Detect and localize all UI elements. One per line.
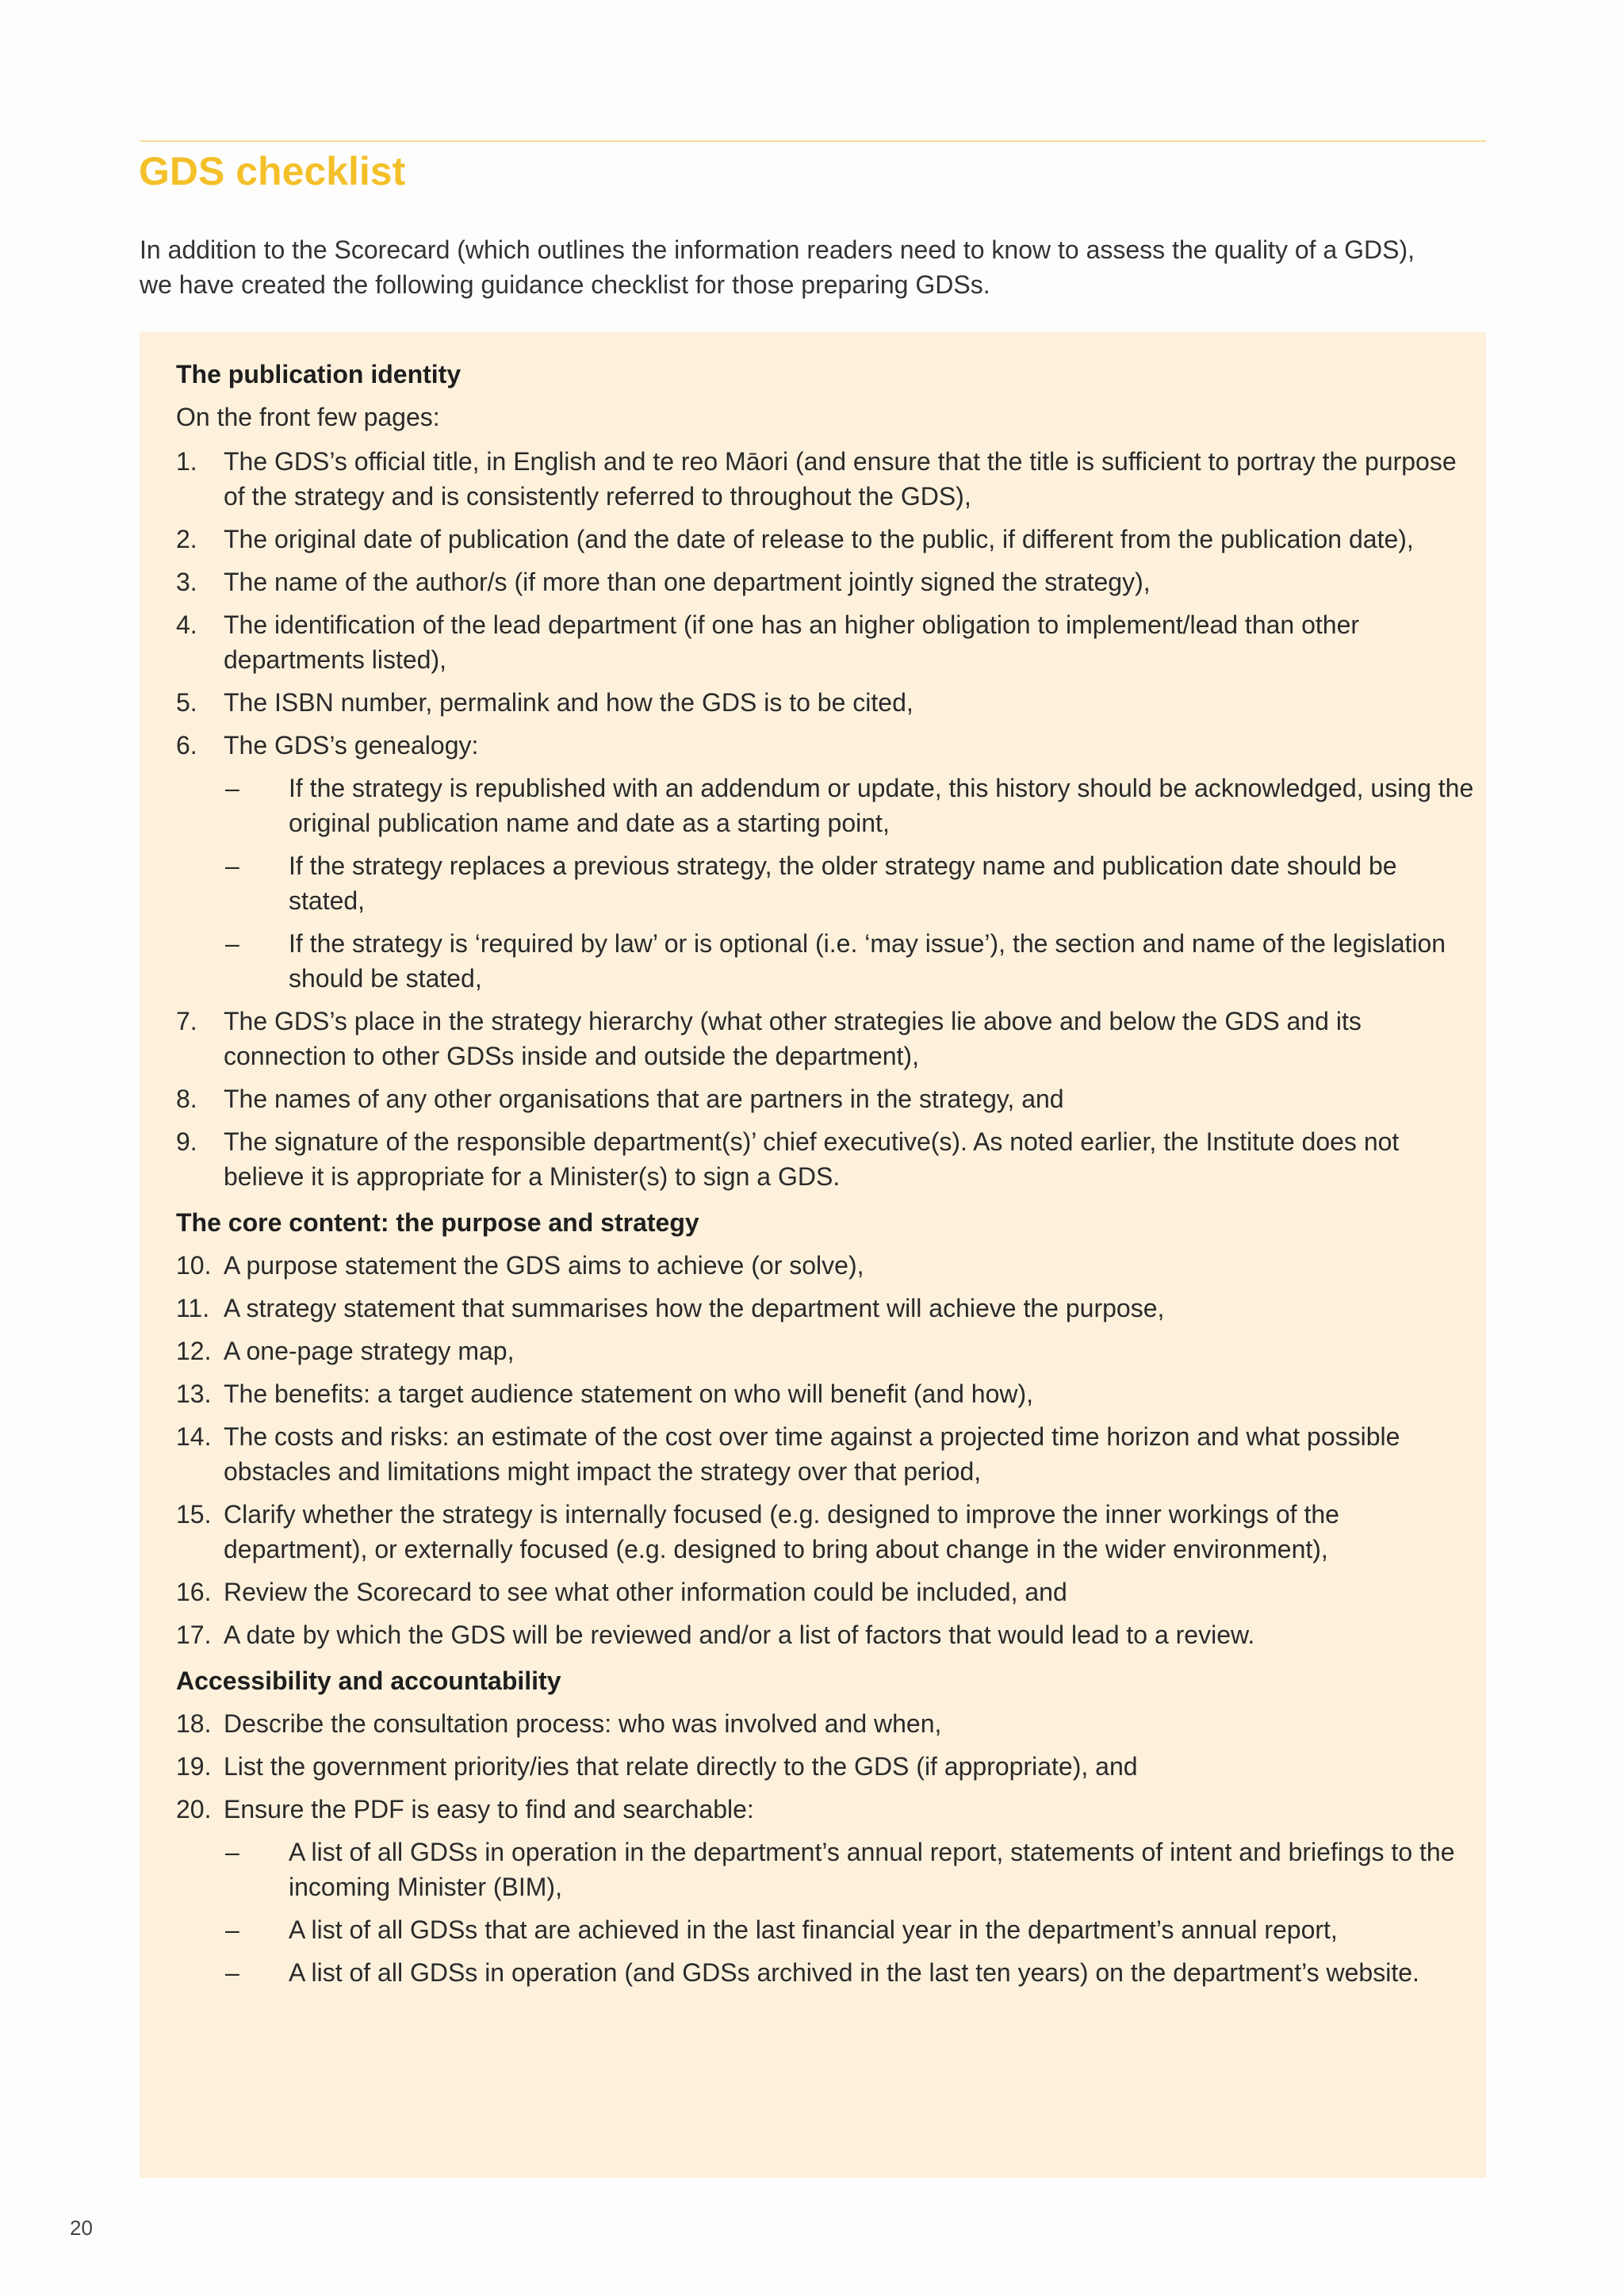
sub-item: [176, 771, 1477, 840]
checklist-item: [176, 564, 1477, 599]
item-text: The costs and risks: an estimate of the cost over time against a projected time horizon and what possible obstacles and limitations might impact the strategy over that period,: [224, 1422, 1400, 1486]
checklist-item: [176, 1248, 1477, 1283]
checklist-item: [176, 1419, 1477, 1489]
dash-bullet: –: [225, 1915, 239, 1944]
sub-item: [176, 848, 1477, 918]
checklist-item: [176, 1497, 1477, 1567]
item-text: List the government priority/ies that relate directly to the GDS (if appropriate), and: [224, 1752, 1138, 1781]
item-text: The signature of the responsible department(s)’ chief executive(s). As noted earlier, the Institute does not believe it is appropriate for a Minister(s) to sign a GDS.: [224, 1127, 1400, 1191]
item-number: 9.: [176, 1127, 197, 1156]
dash-bullet: –: [225, 929, 239, 958]
item-number: 13.: [176, 1380, 212, 1408]
item-number: 18.: [176, 1709, 212, 1738]
item-number: 2.: [176, 525, 197, 553]
checklist-item: [176, 1334, 1477, 1368]
item-text: The benefits: a target audience statement on who will benefit (and how),: [224, 1380, 1034, 1408]
checklist-content: [176, 357, 1477, 1998]
section-heading: The core content: the purpose and strategy: [176, 1208, 699, 1237]
item-number: 12.: [176, 1337, 212, 1365]
item-text: The GDS’s official title, in English and te reo Māori (and ensure that the title is sufficient to portray the purpose of the strategy and is consistently referred to throughout the GDS),: [224, 447, 1457, 511]
item-number: 11.: [176, 1294, 210, 1322]
checklist-item: [176, 1081, 1477, 1116]
sub-item: [176, 1835, 1477, 1904]
item-number: 14.: [176, 1422, 212, 1451]
item-number: 6.: [176, 731, 197, 760]
sub-item: [176, 1955, 1477, 1990]
item-text: Clarify whether the strategy is internally focused (e.g. designed to improve the inner workings of the department), or externally focused (e.g. designed to bring about change in the wider environment),: [224, 1500, 1339, 1563]
item-number: 4.: [176, 610, 197, 639]
section-heading: The publication identity: [176, 360, 462, 388]
item-number: 20.: [176, 1795, 212, 1823]
item-number: 5.: [176, 688, 197, 717]
sub-item-text: If the strategy is republished with an addendum or update, this history should be acknowledged, using the original publication name and date as a starting point,: [289, 774, 1474, 837]
item-text: The GDS’s place in the strategy hierarchy (what other strategies lie above and below the GDS and its connection to other GDSs inside and outside the department),: [224, 1007, 1362, 1070]
item-text: The name of the author/s (if more than one department jointly signed the strategy),: [224, 568, 1151, 596]
checklist-item: [176, 1004, 1477, 1073]
sub-item-text: If the strategy replaces a previous strategy, the older strategy name and publication date should be stated,: [289, 851, 1397, 915]
checklist-item: [176, 1376, 1477, 1411]
section-heading: Accessibility and accountability: [176, 1667, 561, 1695]
item-text: Review the Scorecard to see what other information could be included, and: [224, 1578, 1067, 1606]
item-text: The identification of the lead department (if one has an higher obligation to implement/lead than other departments listed),: [224, 610, 1360, 674]
sub-item-text: A list of all GDSs that are achieved in the last financial year in the department’s annual report,: [289, 1915, 1338, 1944]
item-number: 1.: [176, 447, 197, 476]
sub-item: [176, 1912, 1477, 1947]
item-text: A date by which the GDS will be reviewed and/or a list of factors that would lead to a review.: [224, 1621, 1255, 1649]
item-number: 10.: [176, 1251, 212, 1280]
sub-item-text: If the strategy is ‘required by law’ or is optional (i.e. ‘may issue’), the section and name of the legislation should be stated,: [289, 929, 1446, 993]
dash-bullet: –: [225, 1958, 239, 1987]
sub-item-text: A list of all GDSs in operation in the department’s annual report, statements of intent and briefings to the incoming Minister (BIM),: [289, 1838, 1455, 1901]
item-text: The names of any other organisations that are partners in the strategy, and: [224, 1085, 1064, 1113]
sub-item: [176, 926, 1477, 996]
page-title: GDS checklist: [139, 149, 406, 193]
checklist-item: [176, 1749, 1477, 1784]
checklist-item: [176, 1792, 1477, 1827]
item-number: 17.: [176, 1621, 212, 1649]
checklist-item: [176, 1291, 1477, 1326]
checklist-item: [176, 522, 1477, 557]
checklist-item: [176, 1617, 1477, 1652]
checklist-item: [176, 1124, 1477, 1194]
item-number: 8.: [176, 1085, 197, 1113]
item-text: A strategy statement that summarises how the department will achieve the purpose,: [224, 1294, 1165, 1322]
intro-paragraph: In addition to the Scorecard (which outlines the information readers need to know to assess the quality of a GDS), we have created the following guidance checklist for those preparing GDSs.: [140, 235, 1415, 299]
item-number: 15.: [176, 1500, 212, 1529]
dash-bullet: –: [225, 774, 239, 802]
checklist-item: [176, 607, 1477, 677]
item-text: A purpose statement the GDS aims to achieve (or solve),: [224, 1251, 864, 1280]
header-rule: [140, 140, 1486, 142]
item-text: Describe the consultation process: who was involved and when,: [224, 1709, 942, 1738]
dash-bullet: –: [225, 1838, 239, 1866]
item-number: 16.: [176, 1578, 212, 1606]
checklist-item: [176, 728, 1477, 763]
sub-item-text: A list of all GDSs in operation (and GDSs archived in the last ten years) on the department’s website.: [289, 1958, 1419, 1987]
item-text: The GDS’s genealogy:: [224, 731, 479, 760]
item-number: 7.: [176, 1007, 197, 1035]
item-text: A one-page strategy map,: [224, 1337, 515, 1365]
section-lead: On the front few pages:: [176, 403, 440, 431]
item-text: The original date of publication (and the date of release to the public, if different from the publication date),: [224, 525, 1414, 553]
item-text: Ensure the PDF is easy to find and searchable:: [224, 1795, 754, 1823]
page-number: 20: [70, 2216, 93, 2240]
dash-bullet: –: [225, 851, 239, 880]
checklist-item: [176, 685, 1477, 720]
item-number: 19.: [176, 1752, 212, 1781]
item-number: 3.: [176, 568, 197, 596]
checklist-item: [176, 444, 1477, 514]
checklist-item: [176, 1575, 1477, 1609]
item-text: The ISBN number, permalink and how the GDS is to be cited,: [224, 688, 914, 717]
checklist-item: [176, 1706, 1477, 1741]
